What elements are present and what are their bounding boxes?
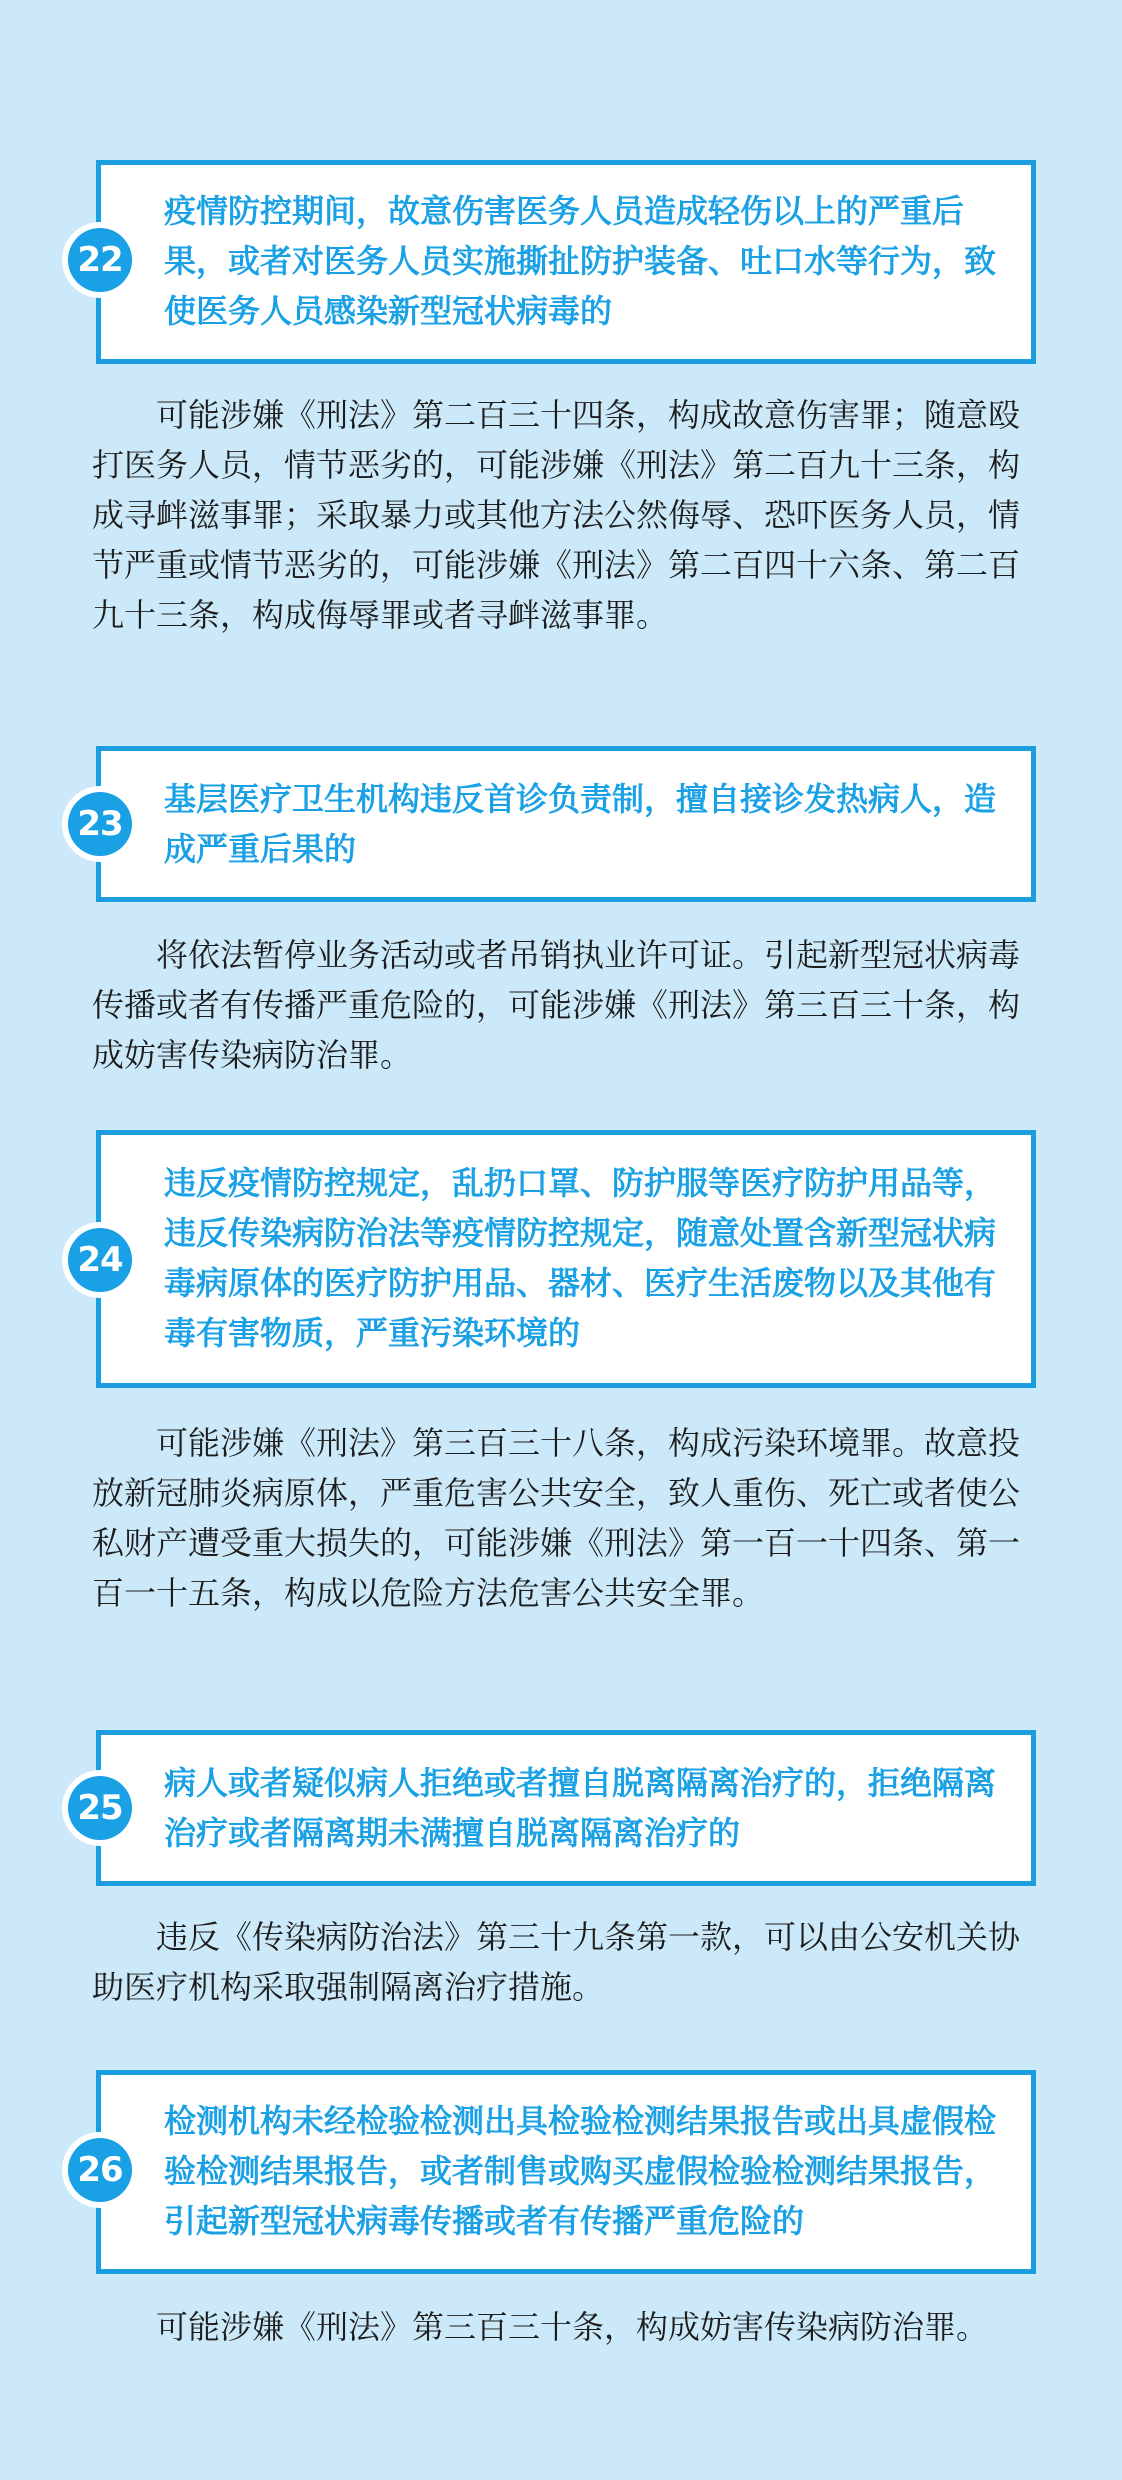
- section-26-heading: 检测机构未经检验检测出具检验检测结果报告或出具虚假检验检测结果报告，或者制售或购买虚假检验检测结果报告，引起新型冠状病毒传播或者有传播严重危险的: [164, 2102, 997, 2240]
- section-26-body: 可能涉嫌《刑法》第三百三十条，构成妨害传染病防治罪。: [156, 2308, 989, 2346]
- section-23-heading: 基层医疗卫生机构违反首诊负责制，擅自接诊发热病人，造成严重后果的: [164, 780, 997, 868]
- section-23-body: 将依法暂停业务活动或者吊销执业许可证。引起新型冠状病毒传播或者有传播严重危险的，可能涉嫌《刑法》第三百三十条，构成妨害传染病防治罪。: [92, 936, 1021, 1074]
- section-23-number-badge: 23: [68, 792, 132, 856]
- section-24-heading: 违反疫情防控规定，乱扔口罩、防护服等医疗防护用品等，违反传染病防治法等疫情防控规定，随意处置含新型冠状病毒病原体的医疗防护用品、器材、医疗生活废物以及其他有毒有害物质，严重污染环境的: [164, 1164, 997, 1352]
- section-24-body: 可能涉嫌《刑法》第三百三十八条，构成污染环境罪。故意投放新冠肺炎病原体，严重危害公共安全，致人重伤、死亡或者使公私财产遭受重大损失的，可能涉嫌《刑法》第一百一十四条、第一百一十五条，构成以危险方法危害公共安全罪。: [92, 1424, 1021, 1612]
- section-25-number-badge: 25: [68, 1776, 132, 1840]
- section-22-heading: 疫情防控期间，故意伤害医务人员造成轻伤以上的严重后果，或者对医务人员实施撕扯防护装备、吐口水等行为，致使医务人员感染新型冠状病毒的: [164, 192, 997, 330]
- section-22-number-badge: 22: [68, 228, 132, 292]
- section-25-heading: 病人或者疑似病人拒绝或者擅自脱离隔离治疗的，拒绝隔离治疗或者隔离期未满擅自脱离隔离治疗的: [164, 1764, 997, 1852]
- section-24-number-badge: 24: [68, 1228, 132, 1292]
- section-22-body: 可能涉嫌《刑法》第二百三十四条，构成故意伤害罪；随意殴打医务人员，情节恶劣的，可能涉嫌《刑法》第二百九十三条，构成寻衅滋事罪；采取暴力或其他方法公然侮辱、恐吓医务人员，情节严重或情节恶劣的，可能涉嫌《刑法》第二百四十六条、第二百九十三条，构成侮辱罪或者寻衅滋事罪。: [92, 396, 1021, 634]
- section-25-body: 违反《传染病防治法》第三十九条第一款，可以由公安机关协助医疗机构采取强制隔离治疗措施。: [92, 1918, 1021, 2006]
- section-26-number-badge: 26: [68, 2138, 132, 2202]
